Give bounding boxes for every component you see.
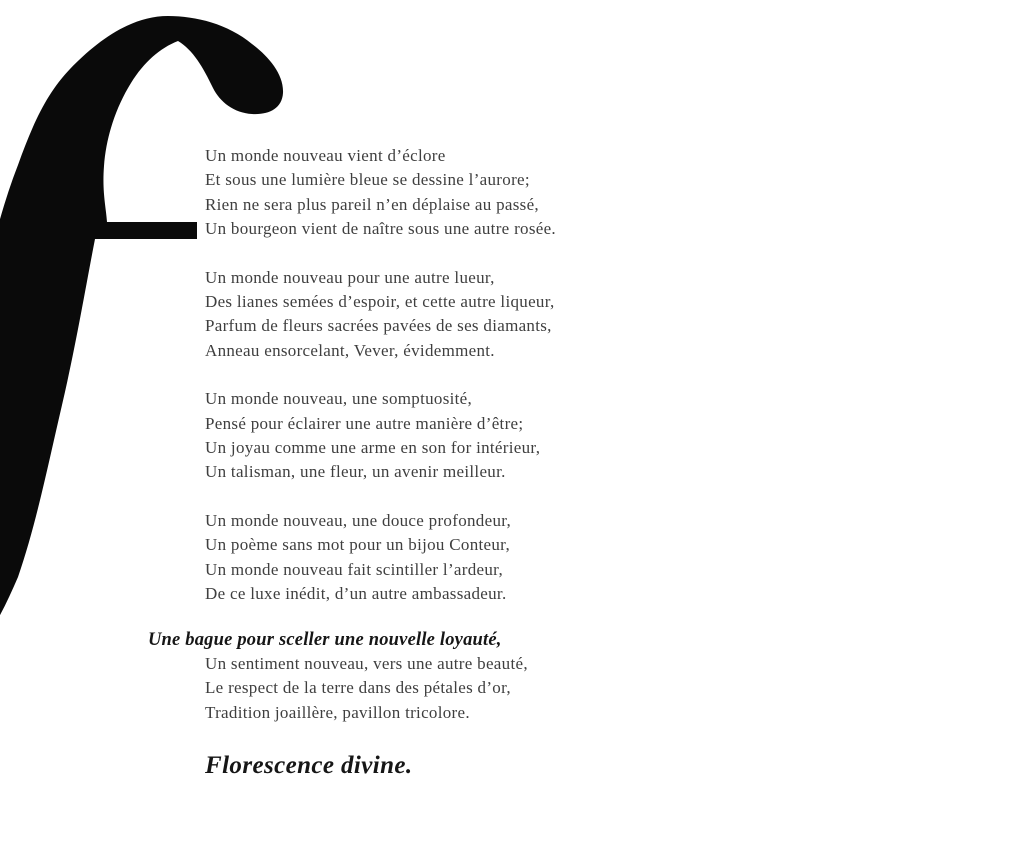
stanza-1 xyxy=(205,144,845,242)
stanza-5 xyxy=(148,628,845,726)
stanza-4 xyxy=(205,509,845,607)
poem-line: Un poème sans mot pour un bijou Conteur, xyxy=(205,535,511,555)
poem-body xyxy=(148,144,845,783)
closing-phrase: Florescence divine. xyxy=(205,752,413,780)
poem-line: De ce luxe inédit, d’un autre ambassadeur. xyxy=(205,584,507,604)
poem-line: Un monde nouveau vient d’éclore xyxy=(205,146,446,165)
poem-line: Un talisman, une fleur, un avenir meilleur. xyxy=(205,462,506,482)
stanza-3 xyxy=(205,387,845,485)
poem-line: Un monde nouveau fait scintiller l’ardeur, xyxy=(205,559,503,579)
stanza-lead-line: Une bague pour sceller une nouvelle loyauté, xyxy=(148,629,502,650)
poem-line: Et sous une lumière bleue se dessine l’aurore; xyxy=(205,170,530,190)
poem-line: Un joyau comme une arme en son for intérieur, xyxy=(205,438,541,458)
poem-line: Anneau ensorcelant, Vever, évidemment. xyxy=(205,340,495,360)
poem-line: Un monde nouveau pour une autre lueur, xyxy=(205,267,495,287)
poem-line: Un monde nouveau, une somptuosité, xyxy=(205,389,473,409)
poem-line: Un bourgeon vient de naître sous une autre rosée. xyxy=(205,219,556,239)
poem-line: Pensé pour éclairer une autre manière d’être; xyxy=(205,413,524,433)
poem-line: Un monde nouveau, une douce profondeur, xyxy=(205,510,512,530)
poem-line: Des lianes semées d’espoir, et cette autre liqueur, xyxy=(205,292,555,312)
poem-line: Un sentiment nouveau, vers une autre beauté, xyxy=(205,653,528,673)
poem-line: Le respect de la terre dans des pétales d’or, xyxy=(205,678,511,698)
stanza-2 xyxy=(205,266,845,364)
poem-line: Parfum de fleurs sacrées pavées de ses diamants, xyxy=(205,316,552,336)
poem-line: Tradition joaillère, pavillon tricolore. xyxy=(205,702,470,722)
poem-line: Rien ne sera plus pareil n’en déplaise au passé, xyxy=(205,194,539,214)
